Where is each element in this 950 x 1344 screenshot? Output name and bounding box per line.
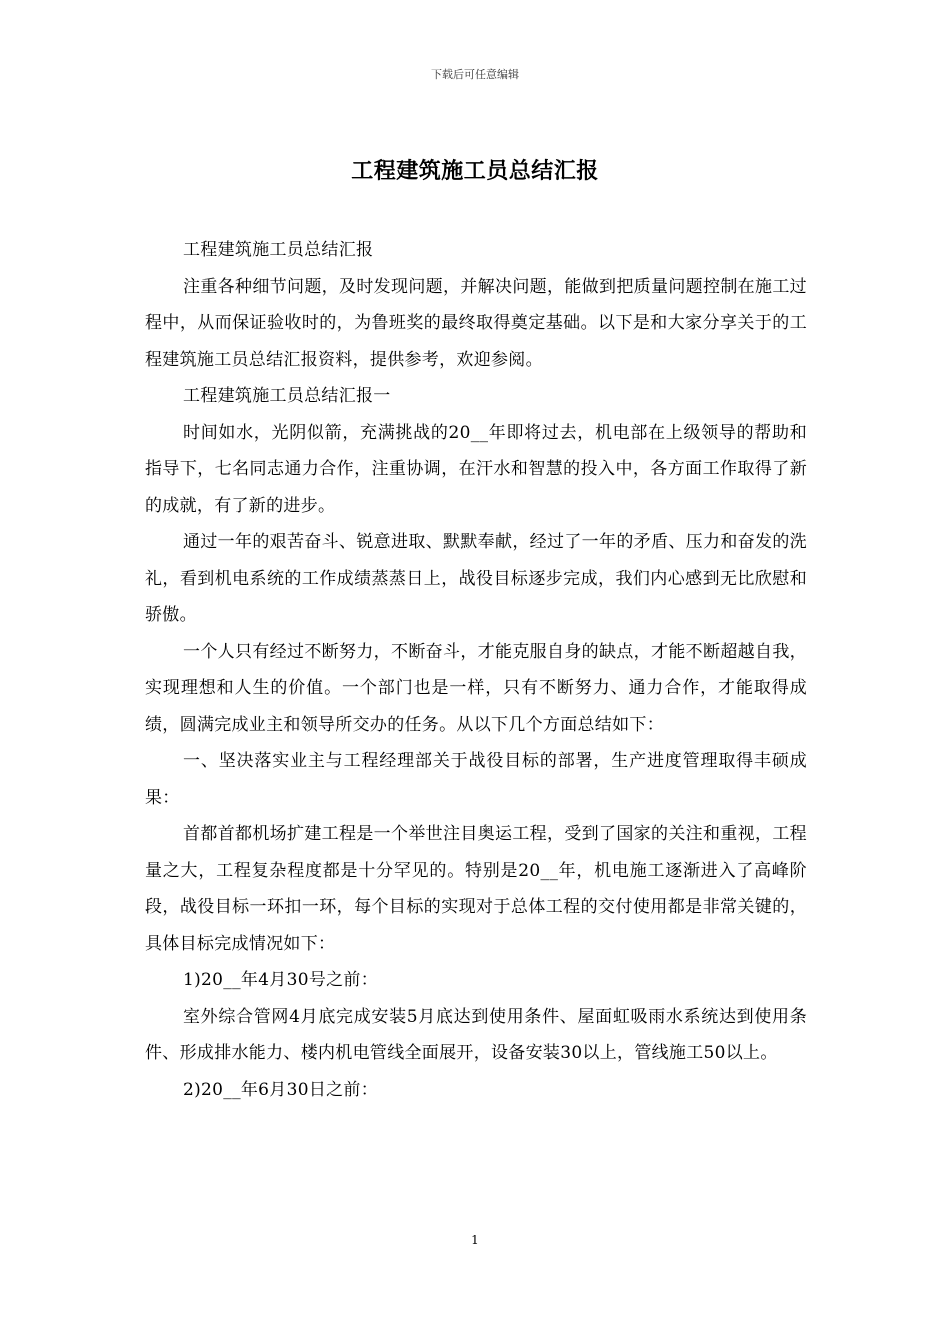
page-header-note: 下载后可任意编辑 [431,68,519,81]
paragraph-subtitle: 工程建筑施工员总结汇报 [183,240,374,260]
page-number: 1 [471,1233,479,1247]
paragraph-list-item: 2)20__年6月30日之前： [183,1079,379,1100]
paragraph: 室外综合管网4月底完成安装5月底达到使用条件、屋面虹吸雨水系统达到使用条件、形成排水能力、楼内机电管线全面展开，设备安装30以上，管线施工50以上。 [145,1006,807,1063]
paragraph: 一个人只有经过不断努力，不断奋斗，才能克服自身的缺点，才能不断超越自我，实现理想和人生的价值。一个部门也是一样，只有不断努力、通力合作，才能取得成绩，圆满完成业主和领导所交办的任务。从以下几个方面总结如下： [145,641,807,735]
document-title: 工程建筑施工员总结汇报 [351,158,599,184]
paragraph: 时间如水，光阴似箭，充满挑战的20__年即将过去，机电部在上级领导的帮助和指导下，七名同志通力合作，注重协调，在汗水和智慧的投入中，各方面工作取得了新的成就，有了新的进步。 [145,422,807,516]
document-body [145,232,807,1108]
paragraph-point-heading: 一、坚决落实业主与工程经理部关于战役目标的部署，生产进度管理取得丰硕成果： [145,751,807,808]
paragraph-section-heading: 工程建筑施工员总结汇报一 [183,386,391,406]
paragraph: 通过一年的艰苦奋斗、锐意进取、默默奉献，经过了一年的矛盾、压力和奋发的洗礼，看到机电系统的工作成绩蒸蒸日上，战役目标逐步完成，我们内心感到无比欣慰和骄傲。 [145,532,807,625]
paragraph-intro: 注重各种细节问题，及时发现问题，并解决问题，能做到把质量问题控制在施工过程中，从而保证验收时的，为鲁班奖的最终取得奠定基础。以下是和大家分享关于的工程建筑施工员总结汇报资料，提供参考，欢迎参阅。 [145,276,807,370]
paragraph: 首都首都机场扩建工程是一个举世注目奥运工程，受到了国家的关注和重视，工程量之大，工程复杂程度都是十分罕见的。特别是20__年，机电施工逐渐进入了高峰阶段，战役目标一环扣一环，每个目标的实现对于总体工程的交付使用都是非常关键的，具体目标完成情况如下： [145,824,807,954]
paragraph-list-item: 1)20__年4月30号之前： [183,970,379,990]
